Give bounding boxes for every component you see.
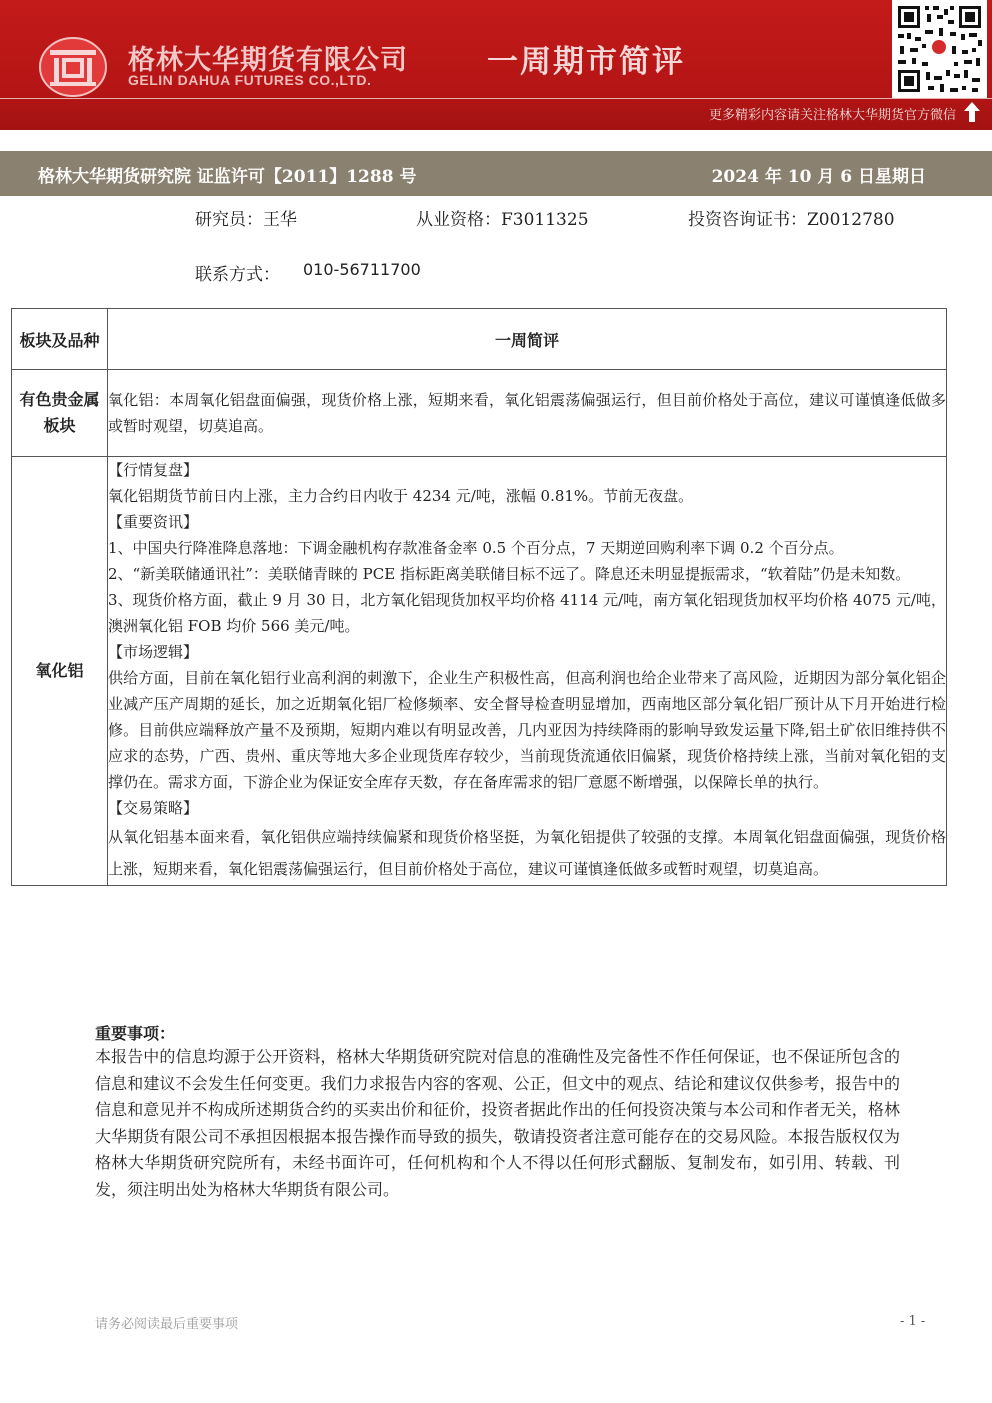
wechat-follow-note: 更多精彩内容请关注格林大华期货官方微信 — [708, 108, 956, 123]
up-arrow-icon — [963, 101, 981, 123]
review-text: 氧化铝期货节前日内上涨，主力合约日内收于 4234 元/吨，涨幅 0.81%。节前无夜盘。 — [108, 487, 694, 505]
header-review: 一周简评 — [108, 309, 947, 370]
news-item-1: 1、中国央行降准降息落地：下调金融机构存款准备金率 0.5 个百分点，7 天期逆回购利率下调 0.2 个百分点。 — [108, 539, 844, 557]
researcher-qualification: 从业资格：F3011325 — [416, 210, 589, 230]
report-date: 2024 年 10 月 6 日星期日 — [711, 167, 926, 187]
company-logo-icon — [38, 36, 108, 98]
researcher-name: 研究员：王华 — [195, 210, 297, 230]
researcher-certificate: 投资咨询证书：Z0012780 — [688, 210, 895, 230]
info-bar — [0, 151, 992, 196]
section-strategy-title: 【交易策略】 — [108, 799, 199, 817]
contact-label: 联系方式： — [195, 265, 280, 285]
sector-summary: 氧化铝：本周氧化铝盘面偏强，现货价格上涨，短期来看，氧化铝震荡偏强运行，但目前价格处于高位，建议可谨慎逢低做多或暂时观望，切莫追高。 — [108, 370, 947, 457]
section-logic-title: 【市场逻辑】 — [108, 643, 199, 661]
section-review-title: 【行情复盘】 — [108, 461, 199, 479]
news-item-3: 3、现货价格方面，截止 9 月 30 日，北方氧化铝现货加权平均价格 4114 元/吨，南方氧化铝现货加权平均价格 4075 元/吨，澳洲氧化铝 FOB 均价 566 美元/吨。 — [108, 591, 946, 635]
institute-license: 格林大华期货研究院 证监许可【2011】1288 号 — [38, 167, 417, 187]
qr-code-icon — [892, 0, 987, 98]
logic-text: 供给方面，目前在氧化铝行业高利润的刺激下，企业生产积极性高，但高利润也给企业带来了高风险，近期因为部分氧化铝企业减产压产周期的延长，加之近期氧化铝厂检修频率、安全督导检查明显增加，西南地区部分氧化铝厂预计从下月开始进行检修。目前供应端释放产量不及预期，短期内难以有明显改善，几内亚因为持续降雨的影响导致发运量下降,铝土矿依旧维持供不应求的态势，广西、贵州、重庆等地大多企业现货库存较少，当前现货流通依旧偏紧，现货价格持续上涨，当前对氧化铝的支撑仍在。需求方面，下游企业为保证安全库存天数，存在备库需求的铝厂意愿不断增强，以保障长单的执行。 — [108, 669, 946, 791]
header-banner — [0, 0, 992, 130]
page-number: - 1 - — [900, 1314, 926, 1329]
company-name-en: GELIN DAHUA FUTURES CO.,LTD. — [128, 72, 372, 88]
notice-title: 重要事项： — [95, 1024, 176, 1043]
footer-reminder: 请务必阅读最后重要事项 — [95, 1317, 239, 1332]
category-sector: 有色贵金属板块 — [12, 370, 108, 457]
notice-body: 本报告中的信息均源于公开资料，格林大华期货研究院对信息的准确性及完备性不作任何保证，也不保证所包含的信息和建议不会发生任何变更。我们力求报告内容的客观、公正，但文中的观点、结论和建议仅供参考，报告中的信息和意见并不构成所述期货合约的买卖出价和征价，投资者据此作出的任何投资决策与本公司和作者无关，格林大华期货有限公司不承担因根据本报告操作而导致的损失，敬请投资者注意可能存在的交易风险。本报告版权仅为格林大华期货研究院所有，未经书面许可，任何机构和个人不得以任何形式翻版、复制发布，如引用、转载、刊发，须注明出处为格林大华期货有限公司。 — [95, 1047, 900, 1199]
alumina-detail — [108, 457, 947, 886]
banner-divider — [0, 98, 992, 99]
news-item-2: 2、“新美联储通讯社”：美联储青睐的 PCE 指标距离美联储目标不远了。降息还未明显提振需求，“软着陆”仍是未知数。 — [108, 565, 911, 583]
table-header-row — [12, 309, 947, 370]
section-news-title: 【重要资讯】 — [108, 513, 199, 531]
strategy-text: 从氧化铝基本面来看，氧化铝供应端持续偏紧和现货价格坚挺，为氧化铝提供了较强的支撑。本周氧化铝盘面偏强，现货价格上涨，短期来看，氧化铝震荡偏强运行，但目前价格处于高位，建议可谨慎逢低做多或暂时观望，切莫追高。 — [108, 828, 946, 878]
report-title: 一周期市简评 — [487, 44, 685, 80]
header-category: 板块及品种 — [12, 309, 108, 370]
table-row — [12, 370, 947, 457]
company-name-cn: 格林大华期货有限公司 — [128, 45, 408, 76]
category-alumina: 氧化铝 — [12, 457, 108, 886]
weekly-review-table — [11, 308, 947, 886]
table-row — [12, 457, 947, 886]
contact-phone: 010-56711700 — [303, 260, 421, 279]
